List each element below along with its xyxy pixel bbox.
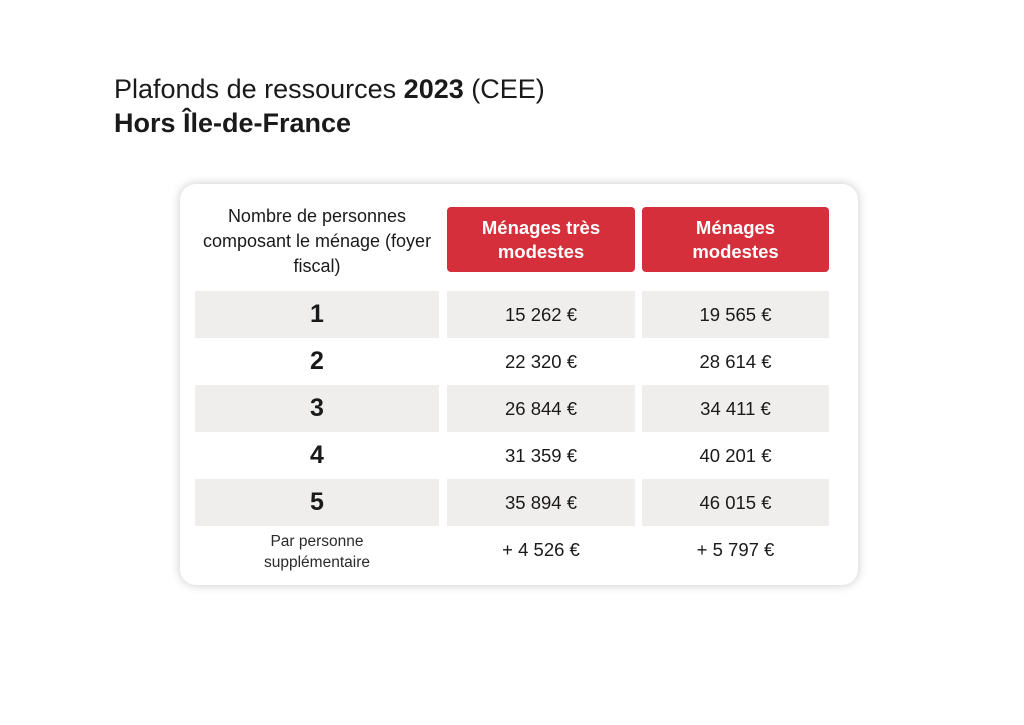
row-4-very-modest: 31 359 € — [504, 444, 577, 466]
extra-person-label: Par personne supplémentaire — [264, 533, 370, 571]
header-very-modest: Ménages très modestes — [447, 207, 635, 272]
row-2-very-modest: 22 320 € — [504, 350, 577, 372]
header-persons: Nombre de personnes composant le ménage (foyer fiscal) — [202, 205, 432, 276]
extra-modest: + 5 797 € — [696, 539, 775, 560]
income-ceiling-table — [180, 184, 858, 585]
page-subtitle: Hors Île-de-France — [114, 108, 352, 138]
row-1-modest: 19 565 € — [642, 291, 829, 338]
row-5-persons: 5 — [195, 479, 439, 526]
row-4-modest: 40 201 € — [699, 444, 772, 466]
title-year: 2023 — [403, 74, 464, 104]
row-3-persons: 3 — [195, 385, 439, 432]
row-1-very-modest: 15 262 € — [447, 291, 635, 338]
row-2-modest: 28 614 € — [699, 350, 772, 372]
row-3-very-modest: 26 844 € — [447, 385, 635, 432]
title-prefix: Plafonds de ressources — [114, 74, 404, 104]
extra-very-modest: + 4 526 € — [502, 539, 580, 560]
header-modest: Ménages modestes — [642, 207, 829, 272]
page-title — [114, 72, 545, 106]
row-3-modest: 34 411 € — [642, 385, 829, 432]
row-5-modest: 46 015 € — [642, 479, 829, 526]
row-2-persons: 2 — [310, 347, 324, 375]
page-heading — [114, 72, 545, 140]
row-5-very-modest: 35 894 € — [447, 479, 635, 526]
row-1-persons: 1 — [195, 291, 439, 338]
title-suffix: (CEE) — [463, 74, 545, 104]
row-4-persons: 4 — [310, 441, 324, 469]
